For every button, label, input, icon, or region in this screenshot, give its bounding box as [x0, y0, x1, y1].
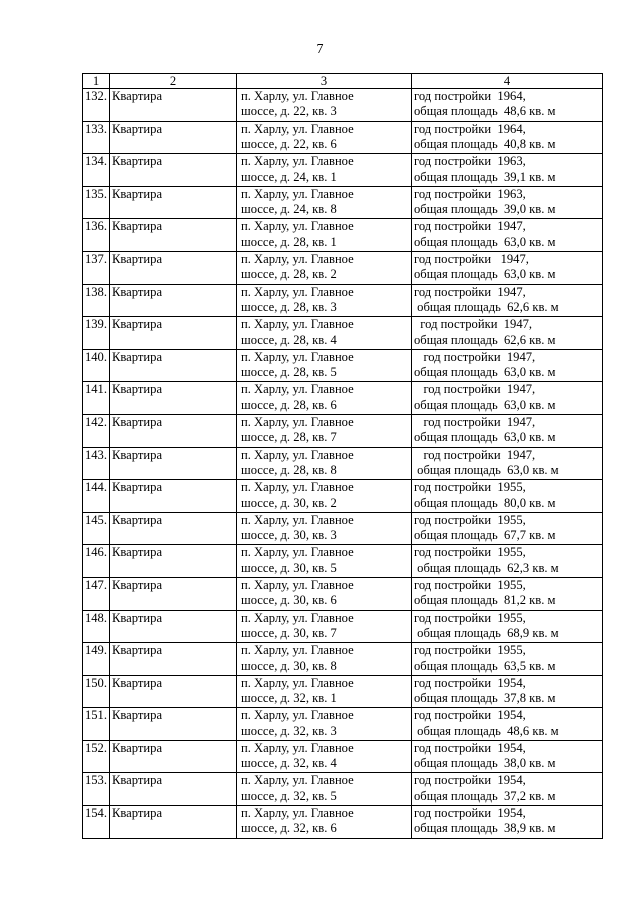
- row-number: 149.: [83, 643, 110, 676]
- construction-year: год постройки 1947,: [414, 284, 526, 299]
- table-row: [83, 414, 603, 447]
- property-details-cell: [412, 675, 603, 708]
- address-cell: [237, 773, 412, 806]
- construction-year: год постройки 1947,: [414, 251, 529, 266]
- address-cell: [237, 480, 412, 513]
- address-line-1: п. Харлу, ул. Главное: [241, 154, 354, 169]
- table-row: [83, 708, 603, 741]
- total-area: общая площадь 63,0 кв. м: [414, 397, 556, 412]
- construction-year: год постройки 1947,: [414, 219, 526, 234]
- total-area: общая площадь 39,1 кв. м: [414, 169, 556, 184]
- property-details-cell: [412, 610, 603, 643]
- total-area: общая площадь 81,2 кв. м: [414, 593, 556, 608]
- address-line-1: п. Харлу, ул. Главное: [241, 284, 354, 299]
- address-cell: [237, 186, 412, 219]
- total-area: общая площадь 48,6 кв. м: [414, 104, 556, 119]
- property-type: Квартира: [110, 121, 237, 154]
- address-line-1: п. Харлу, ул. Главное: [241, 480, 354, 495]
- property-details-cell: [412, 89, 603, 122]
- construction-year: год постройки 1947,: [414, 447, 536, 462]
- property-table: [82, 73, 603, 839]
- property-details-cell: [412, 121, 603, 154]
- row-number: 142.: [83, 414, 110, 447]
- column-header-2: 2: [110, 74, 237, 89]
- construction-year: год постройки 1955,: [414, 480, 526, 495]
- construction-year: год постройки 1947,: [414, 349, 536, 364]
- address-line-2: шоссе, д. 28, кв. 5: [241, 365, 337, 380]
- address-line-2: шоссе, д. 32, кв. 3: [241, 723, 337, 738]
- property-type: Квартира: [110, 545, 237, 578]
- address-cell: [237, 251, 412, 284]
- row-number: 151.: [83, 708, 110, 741]
- row-number: 134.: [83, 154, 110, 187]
- construction-year: год постройки 1955,: [414, 643, 526, 658]
- row-number: 145.: [83, 512, 110, 545]
- property-type: Квартира: [110, 708, 237, 741]
- address-cell: [237, 806, 412, 839]
- address-line-2: шоссе, д. 28, кв. 8: [241, 462, 337, 477]
- total-area: общая площадь 63,0 кв. м: [414, 462, 559, 477]
- property-details-cell: [412, 219, 603, 252]
- address-line-1: п. Харлу, ул. Главное: [241, 317, 354, 332]
- row-number: 140.: [83, 349, 110, 382]
- row-number: 133.: [83, 121, 110, 154]
- row-number: 132.: [83, 89, 110, 122]
- property-type: Квартира: [110, 349, 237, 382]
- table-row: [83, 545, 603, 578]
- row-number: 152.: [83, 740, 110, 773]
- address-cell: [237, 740, 412, 773]
- address-line-1: п. Харлу, ул. Главное: [241, 414, 354, 429]
- row-number: 136.: [83, 219, 110, 252]
- property-details-cell: [412, 512, 603, 545]
- total-area: общая площадь 37,2 кв. м: [414, 788, 556, 803]
- row-number: 150.: [83, 675, 110, 708]
- total-area: общая площадь 62,3 кв. м: [414, 560, 559, 575]
- address-line-2: шоссе, д. 24, кв. 8: [241, 202, 337, 217]
- row-number: 154.: [83, 806, 110, 839]
- address-line-1: п. Харлу, ул. Главное: [241, 675, 354, 690]
- table-row: [83, 89, 603, 122]
- address-line-1: п. Харлу, ул. Главное: [241, 643, 354, 658]
- total-area: общая площадь 80,0 кв. м: [414, 495, 556, 510]
- address-cell: [237, 577, 412, 610]
- property-type: Квартира: [110, 740, 237, 773]
- construction-year: год постройки 1954,: [414, 773, 526, 788]
- construction-year: год постройки 1947,: [414, 382, 536, 397]
- property-type: Квартира: [110, 675, 237, 708]
- property-details-cell: [412, 154, 603, 187]
- address-line-2: шоссе, д. 22, кв. 3: [241, 104, 337, 119]
- property-details-cell: [412, 773, 603, 806]
- address-line-2: шоссе, д. 28, кв. 2: [241, 267, 337, 282]
- address-cell: [237, 447, 412, 480]
- address-line-2: шоссе, д. 28, кв. 4: [241, 332, 337, 347]
- address-line-1: п. Харлу, ул. Главное: [241, 512, 354, 527]
- property-details-cell: [412, 284, 603, 317]
- address-line-1: п. Харлу, ул. Главное: [241, 349, 354, 364]
- address-line-2: шоссе, д. 32, кв. 6: [241, 821, 337, 836]
- table-row: [83, 480, 603, 513]
- table-row: [83, 219, 603, 252]
- address-cell: [237, 512, 412, 545]
- page-number: 7: [316, 42, 324, 57]
- construction-year: год постройки 1954,: [414, 740, 526, 755]
- column-header-4: 4: [412, 74, 603, 89]
- property-details-cell: [412, 414, 603, 447]
- table-row: [83, 740, 603, 773]
- total-area: общая площадь 63,0 кв. м: [414, 365, 556, 380]
- address-line-1: п. Харлу, ул. Главное: [241, 577, 354, 592]
- property-type: Квартира: [110, 577, 237, 610]
- property-details-cell: [412, 577, 603, 610]
- address-line-1: п. Харлу, ул. Главное: [241, 545, 354, 560]
- table-row: [83, 349, 603, 382]
- property-type: Квартира: [110, 806, 237, 839]
- total-area: общая площадь 63,5 кв. м: [414, 658, 556, 673]
- property-details-cell: [412, 382, 603, 415]
- address-cell: [237, 219, 412, 252]
- total-area: общая площадь 62,6 кв. м: [414, 332, 556, 347]
- property-type: Квартира: [110, 186, 237, 219]
- property-type: Квартира: [110, 284, 237, 317]
- row-number: 137.: [83, 251, 110, 284]
- address-line-2: шоссе, д. 28, кв. 7: [241, 430, 337, 445]
- property-type: Квартира: [110, 317, 237, 350]
- address-line-2: шоссе, д. 28, кв. 3: [241, 299, 337, 314]
- address-line-1: п. Харлу, ул. Главное: [241, 740, 354, 755]
- construction-year: год постройки 1955,: [414, 610, 526, 625]
- table-row: [83, 577, 603, 610]
- total-area: общая площадь 40,8 кв. м: [414, 137, 556, 151]
- property-type: Квартира: [110, 480, 237, 513]
- address-cell: [237, 675, 412, 708]
- property-details-cell: [412, 349, 603, 382]
- property-details-cell: [412, 643, 603, 676]
- total-area: общая площадь 63,0 кв. м: [414, 267, 556, 282]
- address-line-1: п. Харлу, ул. Главное: [241, 219, 354, 234]
- row-number: 138.: [83, 284, 110, 317]
- address-line-1: п. Харлу, ул. Главное: [241, 251, 354, 266]
- row-number: 143.: [83, 447, 110, 480]
- row-number: 146.: [83, 545, 110, 578]
- property-type: Квартира: [110, 447, 237, 480]
- address-line-2: шоссе, д. 32, кв. 1: [241, 691, 337, 706]
- construction-year: год постройки 1955,: [414, 512, 526, 527]
- column-header-1: 1: [83, 74, 110, 89]
- table-row: [83, 806, 603, 839]
- table-row: [83, 186, 603, 219]
- address-line-2: шоссе, д. 30, кв. 5: [241, 560, 337, 575]
- total-area: общая площадь 63,0 кв. м: [414, 234, 556, 249]
- row-number: 144.: [83, 480, 110, 513]
- address-cell: [237, 382, 412, 415]
- property-details-cell: [412, 545, 603, 578]
- construction-year: год постройки 1954,: [414, 806, 526, 821]
- table-row: [83, 773, 603, 806]
- row-number: 139.: [83, 317, 110, 350]
- construction-year: год постройки 1954,: [414, 708, 526, 723]
- address-line-2: шоссе, д. 28, кв. 6: [241, 397, 337, 412]
- address-cell: [237, 708, 412, 741]
- address-line-2: шоссе, д. 30, кв. 8: [241, 658, 337, 673]
- property-details-cell: [412, 708, 603, 741]
- table-row: [83, 512, 603, 545]
- property-type: Квартира: [110, 89, 237, 122]
- row-number: 141.: [83, 382, 110, 415]
- property-details-cell: [412, 186, 603, 219]
- address-line-2: шоссе, д. 32, кв. 5: [241, 788, 337, 803]
- construction-year: год постройки 1963,: [414, 154, 526, 169]
- construction-year: год постройки 1963,: [414, 186, 526, 201]
- property-type: Квартира: [110, 219, 237, 252]
- total-area: общая площадь 67,7 кв. м: [414, 528, 556, 543]
- total-area: общая площадь 37,8 кв. м: [414, 691, 556, 706]
- address-line-1: п. Харлу, ул. Главное: [241, 121, 354, 136]
- total-area: общая площадь 63,0 кв. м: [414, 430, 556, 445]
- row-number: 153.: [83, 773, 110, 806]
- total-area: общая площадь 48,6 кв. м: [414, 723, 559, 738]
- row-number: 147.: [83, 577, 110, 610]
- property-type: Квартира: [110, 643, 237, 676]
- address-line-2: шоссе, д. 28, кв. 1: [241, 234, 337, 249]
- construction-year: год постройки 1964,: [414, 121, 526, 136]
- table-row: [83, 284, 603, 317]
- address-cell: [237, 284, 412, 317]
- table-row: [83, 675, 603, 708]
- address-line-2: шоссе, д. 32, кв. 4: [241, 756, 337, 771]
- property-details-cell: [412, 317, 603, 350]
- address-line-1: п. Харлу, ул. Главное: [241, 773, 354, 788]
- address-cell: [237, 414, 412, 447]
- total-area: общая площадь 62,6 кв. м: [414, 299, 559, 314]
- total-area: общая площадь 39,0 кв. м: [414, 202, 556, 217]
- address-cell: [237, 545, 412, 578]
- construction-year: год постройки 1947,: [414, 317, 533, 332]
- table-row: [83, 610, 603, 643]
- table-row: [83, 447, 603, 480]
- column-header-3: 3: [237, 74, 412, 89]
- address-cell: [237, 610, 412, 643]
- property-type: Квартира: [110, 382, 237, 415]
- property-type: Квартира: [110, 773, 237, 806]
- property-details-cell: [412, 480, 603, 513]
- property-type: Квартира: [110, 414, 237, 447]
- construction-year: год постройки 1964,: [414, 89, 526, 103]
- table-row: [83, 251, 603, 284]
- address-line-2: шоссе, д. 22, кв. 6: [241, 137, 337, 151]
- total-area: общая площадь 38,0 кв. м: [414, 756, 556, 771]
- property-type: Квартира: [110, 512, 237, 545]
- property-type: Квартира: [110, 610, 237, 643]
- property-details-cell: [412, 447, 603, 480]
- address-line-1: п. Харлу, ул. Главное: [241, 382, 354, 397]
- address-line-2: шоссе, д. 24, кв. 1: [241, 169, 337, 184]
- construction-year: год постройки 1947,: [414, 414, 536, 429]
- construction-year: год постройки 1955,: [414, 577, 526, 592]
- property-details-cell: [412, 806, 603, 839]
- address-cell: [237, 89, 412, 122]
- address-line-1: п. Харлу, ул. Главное: [241, 89, 354, 103]
- address-line-2: шоссе, д. 30, кв. 6: [241, 593, 337, 608]
- table-header-row: [83, 74, 603, 89]
- address-cell: [237, 121, 412, 154]
- property-type: Квартира: [110, 251, 237, 284]
- address-line-1: п. Харлу, ул. Главное: [241, 447, 354, 462]
- row-number: 135.: [83, 186, 110, 219]
- total-area: общая площадь 68,9 кв. м: [414, 625, 559, 640]
- property-details-cell: [412, 740, 603, 773]
- table-row: [83, 154, 603, 187]
- address-cell: [237, 349, 412, 382]
- construction-year: год постройки 1954,: [414, 675, 526, 690]
- property-details-cell: [412, 251, 603, 284]
- address-line-2: шоссе, д. 30, кв. 7: [241, 625, 337, 640]
- table-row: [83, 643, 603, 676]
- address-cell: [237, 154, 412, 187]
- address-line-1: п. Харлу, ул. Главное: [241, 186, 354, 201]
- table-row: [83, 382, 603, 415]
- address-line-1: п. Харлу, ул. Главное: [241, 708, 354, 723]
- address-line-2: шоссе, д. 30, кв. 3: [241, 528, 337, 543]
- total-area: общая площадь 38,9 кв. м: [414, 821, 556, 836]
- address-line-1: п. Харлу, ул. Главное: [241, 806, 354, 821]
- table-row: [83, 317, 603, 350]
- row-number: 148.: [83, 610, 110, 643]
- address-cell: [237, 643, 412, 676]
- table-row: [83, 121, 603, 154]
- construction-year: год постройки 1955,: [414, 545, 526, 560]
- address-line-1: п. Харлу, ул. Главное: [241, 610, 354, 625]
- property-type: Квартира: [110, 154, 237, 187]
- address-cell: [237, 317, 412, 350]
- address-line-2: шоссе, д. 30, кв. 2: [241, 495, 337, 510]
